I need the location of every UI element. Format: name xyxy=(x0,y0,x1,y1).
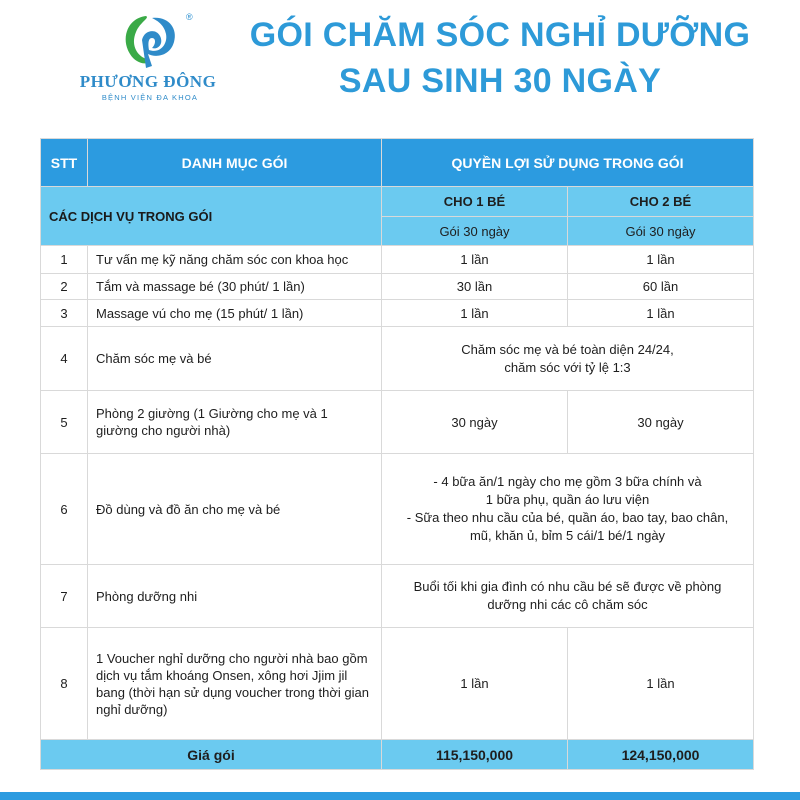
row-value-1: 1 lần xyxy=(382,300,568,327)
table-row xyxy=(41,327,754,391)
table-header-row xyxy=(41,139,754,187)
row-stt: 4 xyxy=(41,327,88,391)
row-description: Chăm sóc mẹ và bé xyxy=(88,327,382,391)
merged-line: dưỡng nhi các cô chăm sóc xyxy=(487,597,648,612)
bottom-accent-bar xyxy=(0,792,800,800)
page-title-line-1: GÓI CHĂM SÓC NGHỈ DƯỠNG xyxy=(249,16,751,54)
table-row xyxy=(41,246,754,274)
row-merged-value xyxy=(382,327,754,391)
merged-line: chăm sóc với tỷ lệ 1:3 xyxy=(504,359,631,375)
row-value-1: 30 lần xyxy=(382,274,568,300)
column-1-label: CHO 1 BÉ xyxy=(382,187,568,217)
row-merged-value xyxy=(382,565,754,628)
row-description: Tư vấn mẹ kỹ năng chăm sóc con khoa học xyxy=(88,246,382,274)
merged-line: 1 bữa phụ, quần áo lưu viện xyxy=(485,492,650,507)
merged-line: Buổi tối khi gia đình có nhu cầu bé sẽ được về phòng xyxy=(413,579,722,594)
header-benefits: QUYỀN LỢI SỬ DỤNG TRONG GÓI xyxy=(382,139,754,187)
row-description: Đồ dùng và đồ ăn cho mẹ và bé xyxy=(88,454,382,565)
row-description: Tắm và massage bé (30 phút/ 1 lần) xyxy=(88,274,382,300)
row-stt: 6 xyxy=(41,454,88,565)
row-value-2: 30 ngày xyxy=(568,391,754,454)
price-1: 115,150,000 xyxy=(382,740,568,770)
logo-brand-name: PHƯƠNG ĐÔNG xyxy=(79,72,217,91)
row-value-2: 1 lần xyxy=(568,628,754,740)
subheader-row xyxy=(41,187,754,217)
merged-line: Chăm sóc mẹ và bé toàn diện 24/24, xyxy=(461,341,674,357)
price-label: Giá gói xyxy=(41,740,382,770)
row-description: Phòng dưỡng nhi xyxy=(88,565,382,628)
row-value-1: 1 lần xyxy=(382,628,568,740)
row-stt: 7 xyxy=(41,565,88,628)
row-description: 1 Voucher nghỉ dưỡng cho người nhà bao gồm dịch vụ tắm khoáng Onsen, xông hơi Jjim jil bang (thời hạn sử dụng voucher trong thời gian nghỉ dưỡng) xyxy=(88,628,382,740)
row-value-2: 1 lần xyxy=(568,300,754,327)
phuong-dong-logo-icon xyxy=(116,10,186,70)
merged-line: - 4 bữa ăn/1 ngày cho mẹ gồm 3 bữa chính và xyxy=(433,474,702,489)
row-value-2: 1 lần xyxy=(568,246,754,274)
header-stt: STT xyxy=(41,139,88,187)
hospital-logo xyxy=(79,10,218,102)
package-table xyxy=(40,138,754,770)
page-title xyxy=(230,12,770,104)
column-2-label: CHO 2 BÉ xyxy=(568,187,754,217)
row-stt: 1 xyxy=(41,246,88,274)
merged-line: - Sữa theo nhu cầu của bé, quần áo, bao tay, bao chân, xyxy=(406,510,729,525)
table-row xyxy=(41,300,754,327)
price-row xyxy=(41,740,754,770)
table-row xyxy=(41,274,754,300)
table-row xyxy=(41,391,754,454)
header-category: DANH MỤC GÓI xyxy=(88,139,382,187)
row-merged-value xyxy=(382,454,754,565)
table-row xyxy=(41,454,754,565)
row-stt: 2 xyxy=(41,274,88,300)
column-2-package: Gói 30 ngày xyxy=(568,217,754,246)
table-row xyxy=(41,628,754,740)
registered-mark: ® xyxy=(186,12,193,22)
column-1-package: Gói 30 ngày xyxy=(382,217,568,246)
services-label: CÁC DỊCH VỤ TRONG GÓI xyxy=(41,187,382,246)
row-stt: 8 xyxy=(41,628,88,740)
row-stt: 5 xyxy=(41,391,88,454)
price-2: 124,150,000 xyxy=(568,740,754,770)
logo-subtitle: BỆNH VIỆN ĐA KHOA xyxy=(101,93,199,102)
row-value-1: 1 lần xyxy=(382,246,568,274)
page-title-line-2: SAU SINH 30 NGÀY xyxy=(338,62,662,100)
table-row xyxy=(41,565,754,628)
row-description: Phòng 2 giường (1 Giường cho mẹ và 1 giường cho người nhà) xyxy=(88,391,382,454)
merged-line: mũ, khăn ủ, bỉm 5 cái/1 bé/1 ngày xyxy=(469,528,666,543)
row-description: Massage vú cho mẹ (15 phút/ 1 lần) xyxy=(88,300,382,327)
row-value-1: 30 ngày xyxy=(382,391,568,454)
row-value-2: 60 lần xyxy=(568,274,754,300)
row-stt: 3 xyxy=(41,300,88,327)
